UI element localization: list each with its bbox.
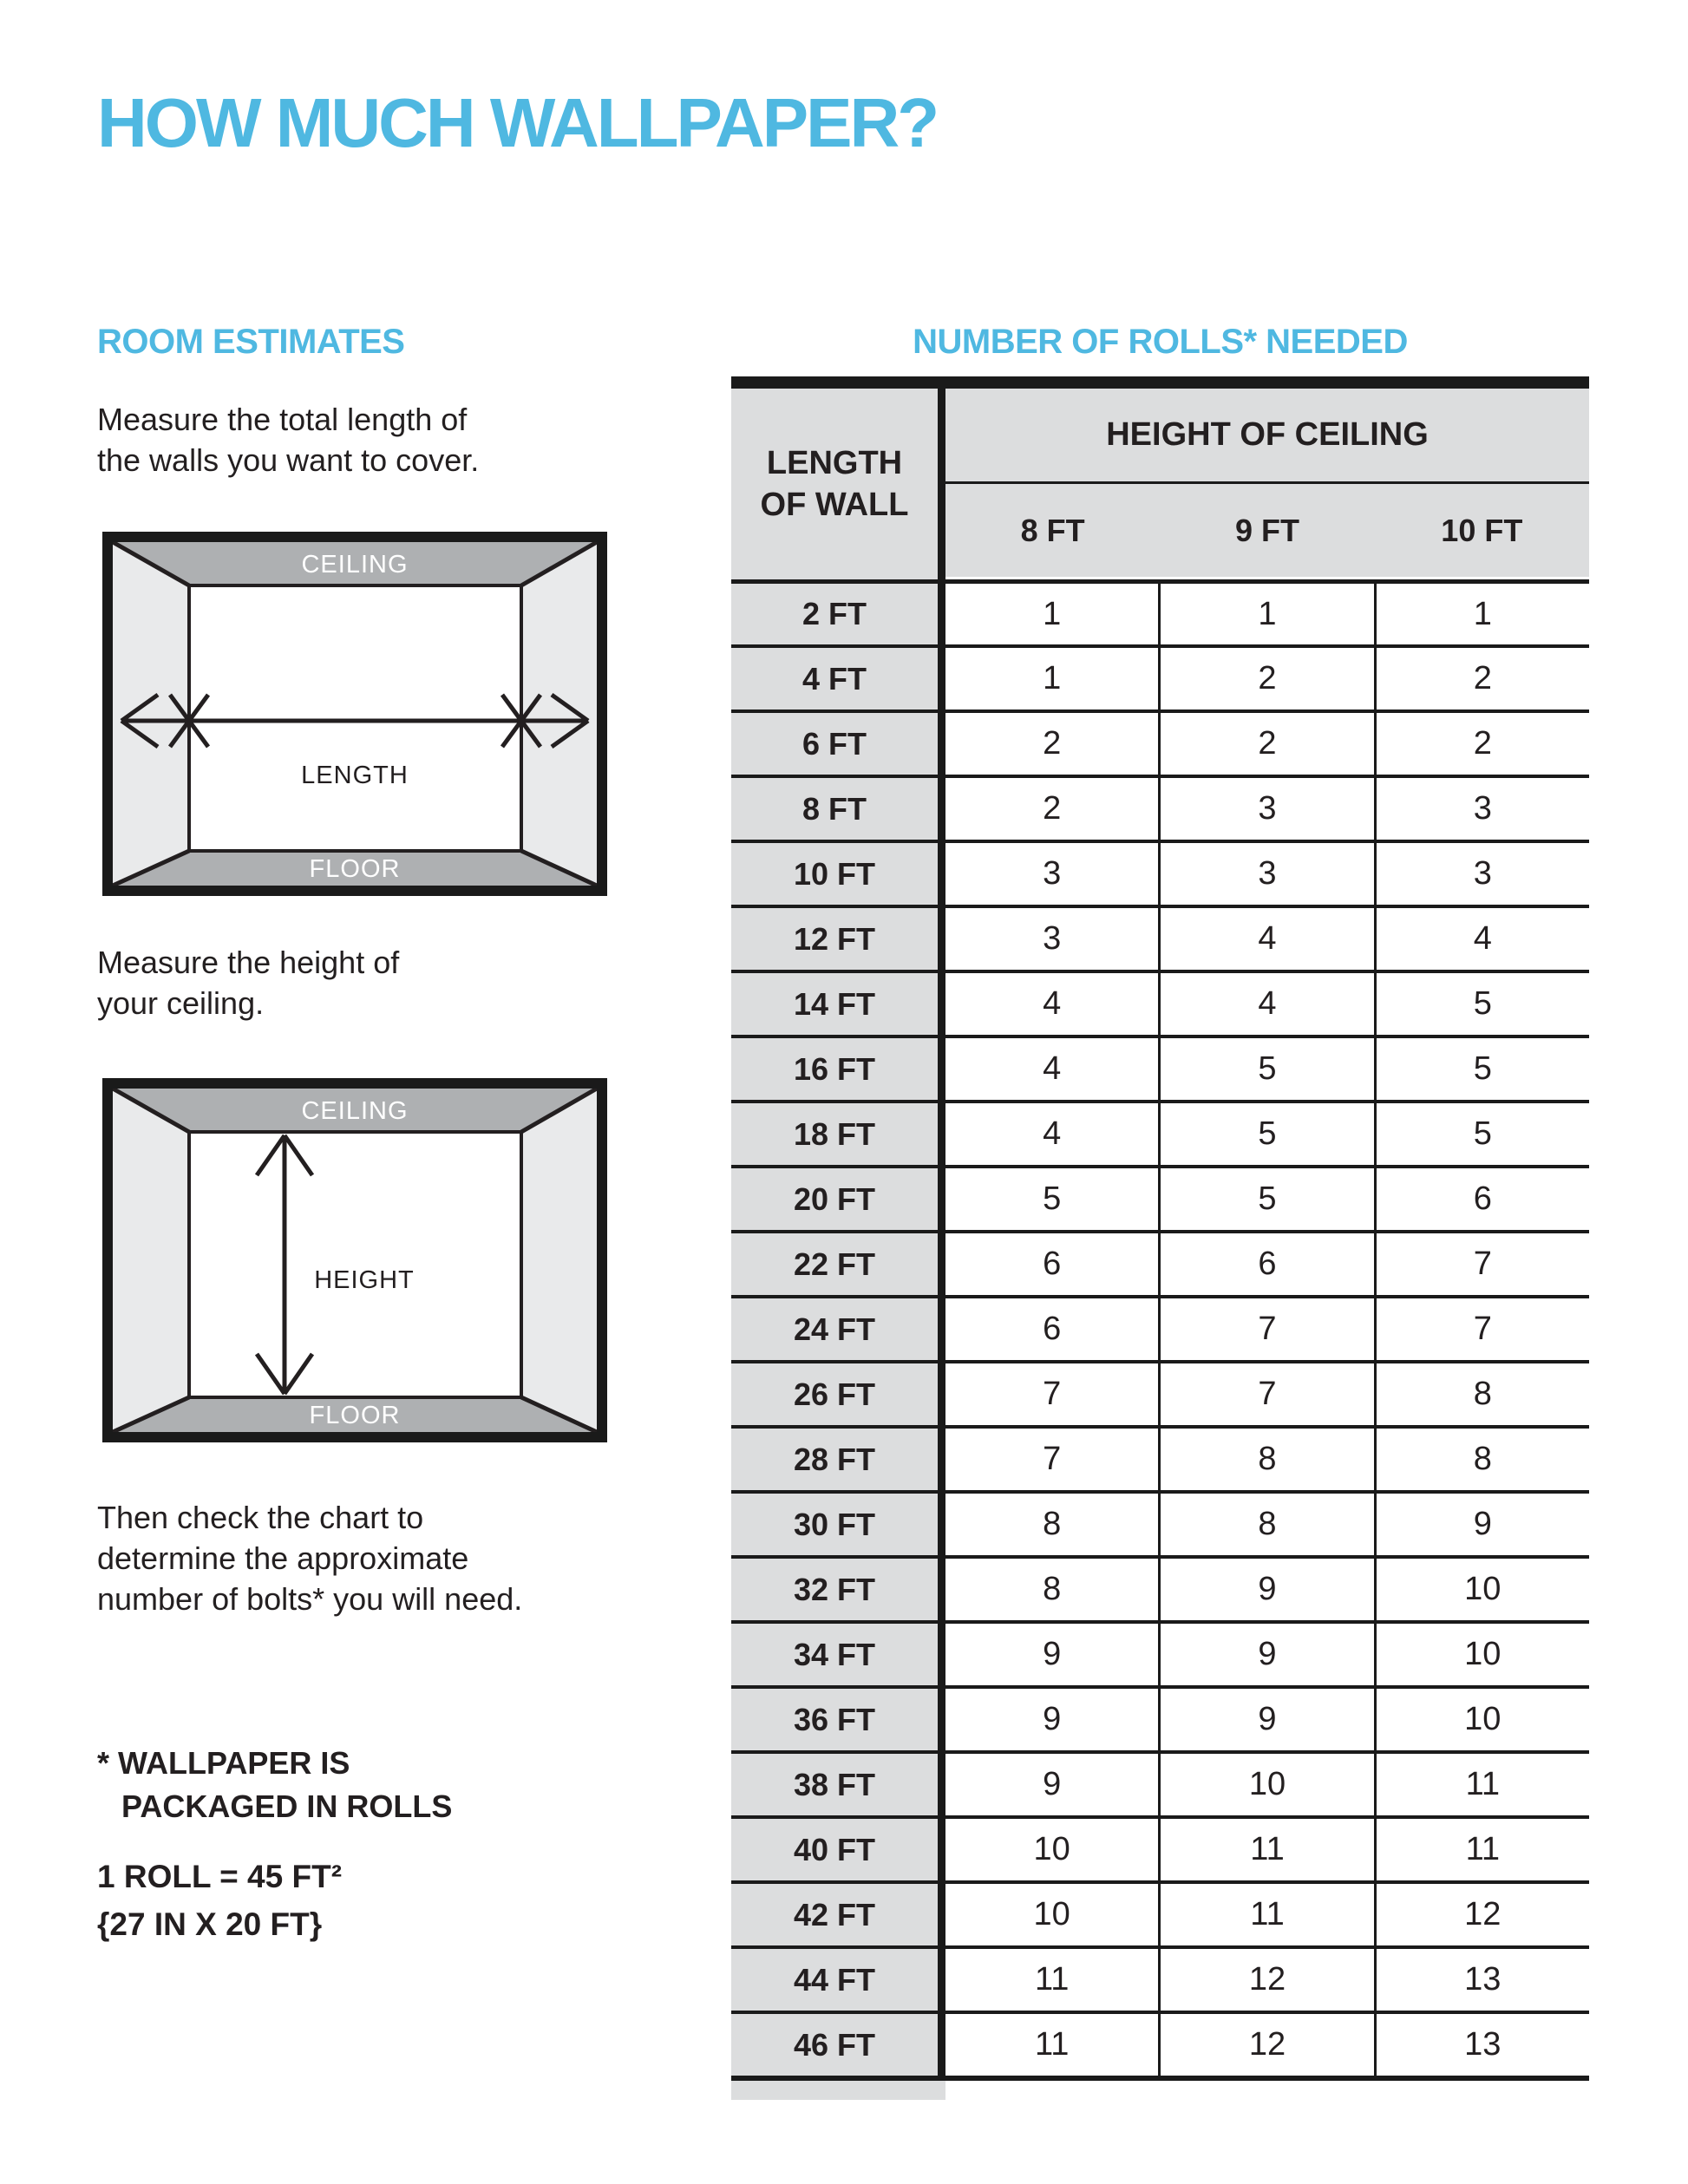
table-body: [731, 579, 1589, 2081]
row-label: 30 FT: [731, 1494, 945, 1555]
table-row: [731, 1360, 1589, 1425]
paragraph-line: Then check the chart to: [97, 1500, 424, 1535]
rolls-needed-table: [731, 376, 1589, 2100]
cell-8ft: 4: [945, 1038, 1158, 1100]
left-wall-surface: [113, 542, 189, 886]
cell-10ft: 3: [1374, 843, 1589, 905]
cell-9ft: 2: [1158, 713, 1373, 775]
roll-size-info: [97, 1853, 342, 1948]
table-row: [731, 775, 1589, 840]
footnote-line: PACKAGED IN ROLLS: [121, 1788, 453, 1824]
row-label: 28 FT: [731, 1429, 945, 1490]
cell-9ft: 3: [1158, 778, 1373, 840]
ceiling-label: CEILING: [301, 551, 409, 579]
cell-9ft: 6: [1158, 1233, 1373, 1295]
room-length-diagram: [102, 532, 607, 896]
col-group-cell: HEIGHT OF CEILING: [945, 389, 1589, 484]
right-wall-surface: [521, 1089, 597, 1432]
paragraph-line: Measure the height of: [97, 945, 400, 980]
row-label: 4 FT: [731, 648, 945, 709]
table-top-bar: [731, 376, 1589, 389]
table-title: NUMBER OF ROLLS* NEEDED: [913, 323, 1408, 361]
table-row: [731, 1165, 1589, 1230]
page-title: HOW MUCH WALLPAPER?: [97, 84, 938, 161]
cell-8ft: 11: [945, 1949, 1158, 2011]
table-row: [731, 1490, 1589, 1555]
row-label: 40 FT: [731, 1819, 945, 1880]
roll-info-line: 1 ROLL = 45 FT²: [97, 1859, 343, 1894]
cell-10ft: 7: [1374, 1298, 1589, 1360]
table-row: [731, 644, 1589, 709]
paragraph-measure-length: [97, 399, 479, 481]
cell-8ft: 6: [945, 1233, 1158, 1295]
cell-9ft: 5: [1158, 1103, 1373, 1165]
ceiling-height-diagram: [102, 1078, 607, 1442]
cell-10ft: 8: [1374, 1429, 1589, 1490]
cell-9ft: 4: [1158, 973, 1373, 1035]
cell-10ft: 13: [1374, 2014, 1589, 2076]
cell-10ft: 2: [1374, 648, 1589, 709]
row-label: 32 FT: [731, 1559, 945, 1620]
cell-8ft: 1: [945, 648, 1158, 709]
length-label: LENGTH: [301, 762, 409, 789]
cell-9ft: 11: [1158, 1884, 1373, 1945]
cell-10ft: 12: [1374, 1884, 1589, 1945]
cell-10ft: 4: [1374, 908, 1589, 970]
row-label: 24 FT: [731, 1298, 945, 1360]
cell-8ft: 9: [945, 1624, 1158, 1685]
cell-10ft: 8: [1374, 1363, 1589, 1425]
cell-10ft: 11: [1374, 1754, 1589, 1815]
cell-8ft: 2: [945, 778, 1158, 840]
section-heading-room-estimates: ROOM ESTIMATES: [97, 323, 405, 361]
cell-8ft: 2: [945, 713, 1158, 775]
cell-8ft: 4: [945, 1103, 1158, 1165]
table-row: [731, 1620, 1589, 1685]
cell-9ft: 4: [1158, 908, 1373, 970]
cell-10ft: 3: [1374, 778, 1589, 840]
cell-9ft: 5: [1158, 1168, 1373, 1230]
table-row: [731, 1295, 1589, 1360]
table-row: [731, 1945, 1589, 2011]
height-label: HEIGHT: [314, 1266, 415, 1294]
cell-10ft: 5: [1374, 973, 1589, 1035]
cell-10ft: 6: [1374, 1168, 1589, 1230]
table-header: [731, 389, 1589, 579]
cell-10ft: 10: [1374, 1559, 1589, 1620]
cell-8ft: 3: [945, 843, 1158, 905]
table-row: [731, 2011, 1589, 2076]
table-row: [731, 1555, 1589, 1620]
cell-9ft: 9: [1158, 1624, 1373, 1685]
cell-8ft: 7: [945, 1363, 1158, 1425]
table-row: [731, 1750, 1589, 1815]
cell-9ft: 12: [1158, 1949, 1373, 2011]
paragraph-line: number of bolts* you will need.: [97, 1581, 523, 1617]
cell-10ft: 10: [1374, 1689, 1589, 1750]
col-header-10ft: 10 FT: [1441, 512, 1523, 548]
table-row: [731, 1100, 1589, 1165]
roll-info-line: {27 IN X 20 FT}: [97, 1906, 323, 1942]
cell-9ft: 7: [1158, 1363, 1373, 1425]
cell-8ft: 6: [945, 1298, 1158, 1360]
table-row: [731, 1425, 1589, 1490]
floor-label: FLOOR: [309, 1402, 401, 1429]
table-row: [731, 905, 1589, 970]
table-row: [731, 709, 1589, 775]
cell-10ft: 1: [1374, 584, 1589, 644]
table-row: [731, 1035, 1589, 1100]
table-row: [731, 1685, 1589, 1750]
row-label: 2 FT: [731, 584, 945, 644]
row-label: 16 FT: [731, 1038, 945, 1100]
row-header-line: LENGTH: [766, 445, 903, 481]
row-label: 10 FT: [731, 843, 945, 905]
paragraph-line: determine the approximate: [97, 1540, 469, 1576]
cell-9ft: 5: [1158, 1038, 1373, 1100]
table-row: [731, 1815, 1589, 1880]
footnote-line: * WALLPAPER IS: [97, 1745, 350, 1781]
cell-9ft: 2: [1158, 648, 1373, 709]
cell-9ft: 11: [1158, 1819, 1373, 1880]
column-header-area: [945, 389, 1589, 579]
row-label: 14 FT: [731, 973, 945, 1035]
table-row: [731, 579, 1589, 644]
cell-8ft: 10: [945, 1819, 1158, 1880]
cell-9ft: 1: [1158, 584, 1373, 644]
cell-8ft: 10: [945, 1884, 1158, 1945]
paragraph-line: your ceiling.: [97, 985, 265, 1021]
row-label: 20 FT: [731, 1168, 945, 1230]
table-footer-strip: [731, 2081, 945, 2100]
row-label: 44 FT: [731, 1949, 945, 2011]
cell-8ft: 8: [945, 1559, 1158, 1620]
cell-8ft: 4: [945, 973, 1158, 1035]
col-headers-row: [945, 484, 1589, 577]
cell-8ft: 1: [945, 584, 1158, 644]
cell-9ft: 3: [1158, 843, 1373, 905]
row-label: 12 FT: [731, 908, 945, 970]
cell-9ft: 12: [1158, 2014, 1373, 2076]
cell-8ft: 9: [945, 1754, 1158, 1815]
paragraph-line: Measure the total length of: [97, 402, 468, 437]
back-wall: [189, 585, 521, 851]
row-label: 18 FT: [731, 1103, 945, 1165]
row-header-cell: [731, 389, 945, 579]
cell-10ft: 11: [1374, 1819, 1589, 1880]
col-header-9ft: 9 FT: [1234, 512, 1299, 548]
footnote-rolls: [97, 1742, 452, 1828]
back-wall: [189, 1132, 521, 1397]
row-label: 36 FT: [731, 1689, 945, 1750]
cell-10ft: 5: [1374, 1038, 1589, 1100]
cell-8ft: 8: [945, 1494, 1158, 1555]
paragraph-check-chart: [97, 1497, 522, 1619]
left-wall-surface: [113, 1089, 189, 1432]
cell-9ft: 7: [1158, 1298, 1373, 1360]
cell-9ft: 8: [1158, 1429, 1373, 1490]
cell-10ft: 5: [1374, 1103, 1589, 1165]
cell-10ft: 10: [1374, 1624, 1589, 1685]
table-row: [731, 1230, 1589, 1295]
row-label: 22 FT: [731, 1233, 945, 1295]
cell-8ft: 9: [945, 1689, 1158, 1750]
row-label: 6 FT: [731, 713, 945, 775]
cell-10ft: 13: [1374, 1949, 1589, 2011]
cell-8ft: 5: [945, 1168, 1158, 1230]
paragraph-line: the walls you want to cover.: [97, 442, 480, 478]
row-header-line: OF WALL: [760, 487, 909, 523]
floor-label: FLOOR: [309, 855, 401, 883]
cell-8ft: 11: [945, 2014, 1158, 2076]
cell-9ft: 9: [1158, 1559, 1373, 1620]
row-label: 26 FT: [731, 1363, 945, 1425]
right-wall-surface: [521, 542, 597, 886]
cell-9ft: 10: [1158, 1754, 1373, 1815]
cell-10ft: 7: [1374, 1233, 1589, 1295]
col-header-8ft: 8 FT: [1020, 512, 1085, 548]
row-label: 46 FT: [731, 2014, 945, 2076]
table-row: [731, 970, 1589, 1035]
ceiling-label: CEILING: [301, 1097, 409, 1125]
cell-9ft: 8: [1158, 1494, 1373, 1555]
table-row: [731, 1880, 1589, 1945]
table-row: [731, 840, 1589, 905]
cell-9ft: 9: [1158, 1689, 1373, 1750]
cell-8ft: 7: [945, 1429, 1158, 1490]
row-label: 38 FT: [731, 1754, 945, 1815]
cell-10ft: 9: [1374, 1494, 1589, 1555]
row-label: 34 FT: [731, 1624, 945, 1685]
cell-8ft: 3: [945, 908, 1158, 970]
row-label: 42 FT: [731, 1884, 945, 1945]
cell-10ft: 2: [1374, 713, 1589, 775]
paragraph-measure-height: [97, 942, 399, 1023]
row-label: 8 FT: [731, 778, 945, 840]
